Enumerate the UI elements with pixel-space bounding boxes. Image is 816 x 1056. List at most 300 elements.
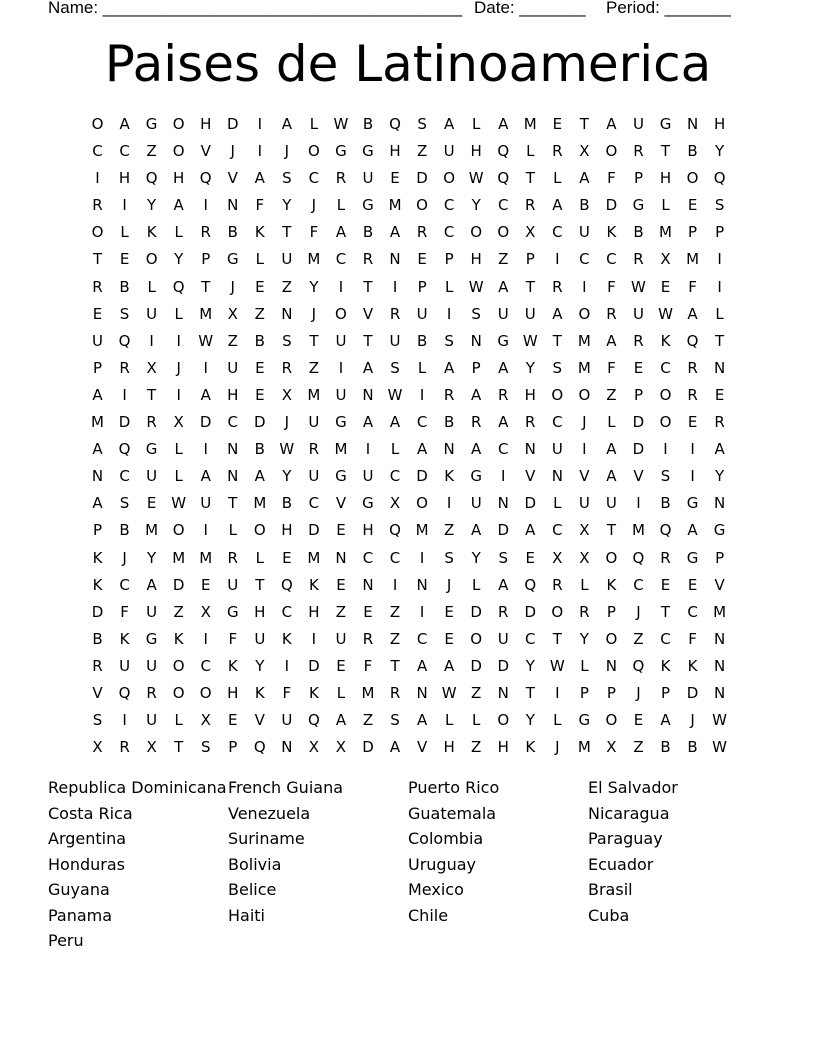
grid-letter: U bbox=[416, 304, 428, 323]
grid-letter: F bbox=[282, 683, 292, 702]
grid-letter: C bbox=[525, 629, 536, 648]
word-list-item: Belice bbox=[228, 880, 277, 899]
grid-letter: C bbox=[579, 250, 590, 269]
grid-letter: R bbox=[633, 250, 644, 269]
grid-letter: Q bbox=[659, 521, 672, 540]
grid-letter: R bbox=[498, 602, 509, 621]
grid-letter: F bbox=[607, 169, 616, 188]
grid-letter: L bbox=[553, 169, 562, 188]
grid-letter: I bbox=[176, 331, 181, 350]
grid-letter: F bbox=[688, 629, 697, 648]
grid-letter: H bbox=[659, 169, 672, 188]
grid-row bbox=[84, 466, 734, 493]
grid-letter: U bbox=[578, 494, 590, 513]
grid-letter: J bbox=[636, 602, 641, 621]
grid-letter: H bbox=[470, 250, 482, 269]
grid-letter: P bbox=[471, 358, 481, 377]
grid-letter: J bbox=[582, 413, 587, 432]
grid-letter: M bbox=[361, 683, 375, 702]
grid-letter: O bbox=[686, 169, 699, 188]
grid-letter: V bbox=[525, 467, 536, 486]
grid-letter: O bbox=[605, 548, 618, 567]
grid-letter: C bbox=[389, 548, 401, 567]
grid-letter: B bbox=[254, 440, 265, 459]
grid-letter: Y bbox=[471, 196, 481, 215]
word-list-item: Suriname bbox=[228, 829, 305, 848]
grid-letter: Y bbox=[309, 277, 319, 296]
grid-letter: L bbox=[553, 711, 562, 730]
grid-letter: N bbox=[713, 629, 726, 648]
grid-letter: T bbox=[660, 602, 671, 621]
grid-letter: I bbox=[203, 196, 208, 215]
grid-letter: R bbox=[335, 169, 347, 188]
grid-letter: H bbox=[200, 115, 212, 133]
grid-letter: C bbox=[281, 602, 293, 621]
grid-row bbox=[84, 575, 734, 602]
grid-letter: R bbox=[200, 223, 211, 242]
grid-letter: H bbox=[118, 169, 131, 188]
grid-letter: Y bbox=[147, 548, 157, 567]
grid-letter: O bbox=[659, 413, 672, 432]
grid-row bbox=[84, 358, 734, 385]
grid-letter: U bbox=[281, 711, 293, 730]
page-title: Paises de Latinoamerica bbox=[104, 35, 712, 93]
grid-letter: E bbox=[336, 521, 346, 540]
grid-letter: O bbox=[578, 385, 591, 404]
grid-letter: S bbox=[417, 115, 427, 133]
grid-letter: M bbox=[577, 738, 591, 757]
grid-letter: K bbox=[227, 656, 238, 675]
grid-letter: A bbox=[92, 385, 103, 404]
grid-letter: L bbox=[661, 196, 670, 215]
grid-letter: L bbox=[174, 304, 183, 323]
grid-letter: N bbox=[686, 115, 699, 133]
grid-letter: G bbox=[226, 250, 239, 269]
grid-letter: N bbox=[389, 250, 401, 269]
grid-letter: X bbox=[389, 494, 401, 513]
grid-letter: R bbox=[389, 304, 401, 323]
grid-letter: X bbox=[552, 548, 563, 567]
grid-letter: T bbox=[606, 521, 616, 540]
grid-letter: J bbox=[311, 196, 317, 215]
grid-row bbox=[84, 331, 734, 358]
grid-letter: U bbox=[578, 223, 590, 242]
grid-letter: Q bbox=[497, 142, 510, 161]
grid-letter: Z bbox=[362, 711, 374, 730]
grid-letter: R bbox=[362, 250, 374, 269]
grid-letter: Y bbox=[174, 250, 184, 269]
grid-letter: I bbox=[446, 494, 452, 513]
word-list-item: Nicaragua bbox=[588, 803, 670, 823]
grid-letter: O bbox=[416, 196, 428, 215]
grid-letter: A bbox=[606, 467, 617, 486]
grid-letter: M bbox=[659, 223, 672, 242]
grid-letter: R bbox=[633, 142, 644, 161]
grid-letter: C bbox=[497, 440, 509, 459]
grid-letter: W bbox=[712, 711, 728, 730]
grid-letter: C bbox=[552, 521, 563, 540]
grid-letter: T bbox=[363, 277, 373, 296]
grid-letter: G bbox=[145, 440, 158, 459]
grid-letter: S bbox=[660, 467, 671, 486]
grid-letter: E bbox=[146, 494, 157, 513]
grid-letter: O bbox=[605, 711, 618, 730]
grid-letter: K bbox=[308, 683, 319, 702]
grid-letter: O bbox=[497, 711, 510, 730]
grid-row bbox=[84, 493, 734, 520]
grid-letter: L bbox=[147, 277, 156, 296]
grid-letter: N bbox=[605, 656, 618, 675]
grid-letter: X bbox=[200, 711, 211, 730]
grid-letter: X bbox=[92, 738, 103, 757]
grid-letter: I bbox=[203, 629, 208, 648]
grid-letter: D bbox=[362, 738, 374, 757]
grid-letter: Z bbox=[389, 602, 401, 621]
grid-letter: O bbox=[335, 304, 347, 323]
grid-letter: U bbox=[308, 413, 320, 432]
grid-letter: B bbox=[254, 331, 265, 350]
grid-letter: K bbox=[660, 656, 671, 675]
grid-letter: G bbox=[497, 331, 510, 350]
grid-letter: F bbox=[607, 277, 616, 296]
grid-letter: I bbox=[365, 440, 371, 459]
grid-letter: A bbox=[714, 440, 725, 459]
grid-row bbox=[84, 168, 734, 195]
grid-letter: U bbox=[227, 575, 239, 594]
grid-letter: C bbox=[227, 413, 238, 432]
grid-letter: R bbox=[552, 142, 563, 161]
grid-letter: O bbox=[578, 304, 591, 323]
grid-letter: W bbox=[387, 385, 403, 404]
grid-letter: M bbox=[307, 548, 321, 567]
grid-letter: I bbox=[203, 358, 208, 377]
grid-letter: Q bbox=[389, 521, 401, 540]
grid-letter: Y bbox=[282, 196, 292, 215]
grid-letter: L bbox=[472, 575, 481, 594]
grid-row bbox=[84, 737, 734, 764]
grid-letter: H bbox=[713, 115, 726, 133]
grid-letter: I bbox=[122, 711, 127, 730]
grid-letter: C bbox=[119, 142, 130, 161]
grid-letter: U bbox=[200, 494, 212, 513]
grid-letter: K bbox=[146, 223, 157, 242]
word-list-item: Cuba bbox=[588, 905, 630, 925]
grid-letter: Q bbox=[253, 738, 266, 757]
grid-letter: Y bbox=[471, 548, 481, 567]
grid-row bbox=[84, 520, 734, 547]
grid-letter: K bbox=[92, 575, 103, 594]
grid-letter: C bbox=[389, 467, 401, 486]
grid-letter: A bbox=[416, 711, 428, 730]
grid-letter: O bbox=[199, 683, 212, 702]
grid-letter: G bbox=[578, 711, 591, 730]
grid-letter: A bbox=[525, 521, 536, 540]
grid-letter: A bbox=[687, 521, 698, 540]
grid-letter: W bbox=[198, 331, 214, 350]
grid-letter: B bbox=[687, 738, 698, 757]
grid-letter: N bbox=[416, 683, 428, 702]
grid-row bbox=[84, 277, 734, 304]
grid-letter: D bbox=[308, 656, 320, 675]
grid-letter: G bbox=[362, 142, 374, 161]
grid-letter: Z bbox=[606, 385, 617, 404]
grid-letter: E bbox=[687, 196, 698, 215]
grid-letter: Q bbox=[632, 548, 645, 567]
grid-letter: R bbox=[714, 413, 725, 432]
grid-letter: R bbox=[389, 683, 401, 702]
grid-letter: T bbox=[660, 142, 671, 161]
grid-letter: A bbox=[687, 304, 698, 323]
grid-letter: A bbox=[362, 358, 374, 377]
grid-letter: A bbox=[444, 358, 455, 377]
word-list-item: Honduras bbox=[48, 854, 125, 874]
grid-letter: N bbox=[91, 467, 104, 486]
grid-letter: E bbox=[444, 629, 454, 648]
grid-letter: M bbox=[415, 521, 429, 540]
grid-letter: P bbox=[93, 358, 103, 377]
grid-letter: C bbox=[92, 142, 103, 161]
grid-letter: U bbox=[551, 440, 563, 459]
grid-letter: S bbox=[200, 738, 211, 757]
grid-letter: G bbox=[226, 602, 239, 621]
grid-letter: R bbox=[146, 683, 157, 702]
grid-letter: Q bbox=[280, 575, 293, 594]
grid-letter: N bbox=[713, 494, 726, 513]
grid-letter: P bbox=[606, 602, 616, 621]
grid-letter: Z bbox=[389, 629, 401, 648]
grid-letter: K bbox=[254, 683, 265, 702]
grid-letter: C bbox=[660, 629, 671, 648]
grid-letter: T bbox=[255, 575, 265, 594]
grid-letter: E bbox=[255, 358, 265, 377]
grid-row bbox=[84, 548, 734, 575]
grid-letter: Y bbox=[715, 467, 725, 486]
grid-letter: R bbox=[498, 385, 509, 404]
grid-letter: I bbox=[149, 331, 154, 350]
grid-letter: L bbox=[580, 575, 589, 594]
grid-letter: A bbox=[498, 575, 509, 594]
grid-letter: T bbox=[201, 277, 211, 296]
grid-letter: N bbox=[551, 467, 563, 486]
grid-letter: B bbox=[281, 494, 292, 513]
grid-letter: A bbox=[335, 223, 347, 242]
grid-letter: C bbox=[443, 223, 455, 242]
grid-letter: G bbox=[686, 494, 699, 513]
grid-letter: T bbox=[525, 683, 535, 702]
grid-letter: S bbox=[282, 331, 292, 350]
grid-letter: U bbox=[632, 115, 644, 133]
grid-letter: I bbox=[257, 142, 263, 161]
grid-letter: K bbox=[525, 738, 536, 757]
grid-letter: A bbox=[444, 656, 455, 675]
grid-letter: M bbox=[91, 413, 104, 432]
grid-letter: A bbox=[498, 413, 509, 432]
grid-row bbox=[84, 439, 734, 466]
grid-letter: U bbox=[254, 629, 266, 648]
grid-letter: Q bbox=[172, 277, 185, 296]
grid-letter: J bbox=[230, 277, 235, 296]
grid-letter: B bbox=[660, 738, 671, 757]
grid-letter: I bbox=[284, 656, 290, 675]
grid-letter: D bbox=[172, 575, 185, 594]
grid-letter: M bbox=[145, 521, 159, 540]
word-list-item: Argentina bbox=[48, 829, 127, 848]
grid-letter: A bbox=[498, 277, 509, 296]
grid-letter: M bbox=[388, 196, 402, 215]
grid-letter: W bbox=[712, 738, 728, 757]
grid-letter: M bbox=[253, 494, 267, 513]
grid-letter: C bbox=[687, 602, 698, 621]
grid-letter: C bbox=[119, 467, 130, 486]
header bbox=[48, 0, 748, 20]
grid-letter: F bbox=[688, 277, 697, 296]
grid-letter: X bbox=[606, 738, 617, 757]
grid-letter: A bbox=[335, 711, 347, 730]
grid-letter: O bbox=[605, 142, 618, 161]
grid-letter: N bbox=[713, 656, 726, 675]
grid-letter: Z bbox=[498, 250, 509, 269]
grid-letter: H bbox=[443, 738, 455, 757]
grid-row bbox=[84, 412, 734, 439]
grid-letter: E bbox=[714, 385, 725, 404]
grid-letter: R bbox=[281, 358, 293, 377]
grid-letter: H bbox=[281, 521, 293, 540]
grid-letter: L bbox=[174, 223, 183, 242]
grid-letter: N bbox=[362, 575, 374, 594]
grid-letter: X bbox=[146, 738, 157, 757]
grid-letter: A bbox=[606, 115, 617, 133]
grid-letter: G bbox=[659, 115, 672, 133]
grid-letter: Y bbox=[715, 142, 725, 161]
grid-letter: U bbox=[470, 494, 482, 513]
word-list-item: Panama bbox=[48, 905, 113, 925]
grid-letter: A bbox=[498, 358, 509, 377]
grid-letter: L bbox=[309, 115, 319, 133]
grid-letter: E bbox=[687, 575, 698, 594]
grid-letter: J bbox=[284, 142, 290, 161]
grid-letter: L bbox=[336, 196, 346, 215]
grid-letter: R bbox=[92, 196, 103, 215]
grid-letter: Z bbox=[416, 142, 428, 161]
grid-letter: E bbox=[660, 277, 671, 296]
grid-letter: J bbox=[311, 304, 317, 323]
grid-letter: I bbox=[122, 385, 127, 404]
grid-letter: I bbox=[446, 304, 452, 323]
grid-letter: D bbox=[497, 656, 509, 675]
grid-letter: R bbox=[362, 629, 374, 648]
grid-letter: L bbox=[174, 440, 183, 459]
grid-letter: C bbox=[119, 575, 130, 594]
grid-letter: X bbox=[227, 304, 238, 323]
grid-letter: A bbox=[606, 440, 617, 459]
grid-letter: T bbox=[282, 223, 292, 242]
grid-letter: D bbox=[254, 413, 266, 432]
grid-letter: J bbox=[230, 142, 235, 161]
grid-letter: B bbox=[443, 413, 455, 432]
grid-letter: Z bbox=[146, 142, 157, 161]
grid-letter: I bbox=[501, 467, 506, 486]
grid-letter: M bbox=[199, 548, 213, 567]
grid-letter: C bbox=[200, 656, 211, 675]
grid-letter: W bbox=[171, 494, 187, 513]
grid-letter: P bbox=[228, 738, 238, 757]
grid-letter: U bbox=[524, 304, 536, 323]
grid-letter: E bbox=[255, 277, 265, 296]
grid-letter: Y bbox=[525, 711, 535, 730]
grid-letter: B bbox=[227, 223, 238, 242]
grid-letter: A bbox=[471, 385, 482, 404]
word-list-item: Puerto Rico bbox=[408, 778, 500, 797]
grid-letter: C bbox=[308, 494, 320, 513]
word-list-item: Colombia bbox=[408, 829, 484, 848]
grid-letter: L bbox=[444, 711, 454, 730]
grid-letter: C bbox=[308, 169, 320, 188]
grid-letter: B bbox=[119, 277, 130, 296]
grid-letter: B bbox=[92, 629, 103, 648]
grid-letter: K bbox=[92, 548, 103, 567]
grid-row bbox=[84, 710, 734, 737]
grid-letter: Z bbox=[281, 277, 292, 296]
grid-letter: Q bbox=[389, 115, 401, 133]
word-list-item: Costa Rica bbox=[48, 803, 133, 823]
grid-letter: E bbox=[336, 575, 346, 594]
grid-letter: I bbox=[203, 521, 208, 540]
grid-letter: L bbox=[607, 413, 616, 432]
grid-letter: R bbox=[525, 413, 536, 432]
grid-letter: K bbox=[660, 331, 671, 350]
grid-letter: E bbox=[552, 115, 563, 133]
grid-letter: I bbox=[717, 250, 722, 269]
grid-letter: M bbox=[631, 521, 645, 540]
grid-letter: A bbox=[362, 413, 374, 432]
grid-letter: R bbox=[92, 656, 103, 675]
grid-letter: A bbox=[552, 304, 563, 323]
grid-letter: Q bbox=[497, 169, 510, 188]
grid-letter: O bbox=[253, 521, 266, 540]
grid-letter: L bbox=[174, 467, 183, 486]
word-list-item: Uruguay bbox=[408, 854, 476, 874]
grid-letter: K bbox=[308, 575, 319, 594]
grid-letter: P bbox=[525, 250, 535, 269]
grid-letter: W bbox=[549, 656, 565, 675]
grid-letter: J bbox=[122, 548, 127, 567]
grid-letter: S bbox=[92, 711, 103, 730]
grid-letter: D bbox=[226, 115, 239, 133]
grid-letter: U bbox=[335, 385, 347, 404]
grid-letter: R bbox=[119, 358, 130, 377]
grid-letter: R bbox=[308, 440, 320, 459]
grid-letter: A bbox=[200, 385, 211, 404]
grid-row bbox=[84, 385, 734, 412]
grid-letter: I bbox=[176, 385, 181, 404]
grid-letter: U bbox=[281, 250, 293, 269]
grid-letter: R bbox=[416, 223, 428, 242]
grid-letter: R bbox=[146, 413, 157, 432]
grid-letter: I bbox=[122, 196, 127, 215]
grid-letter: I bbox=[419, 548, 425, 567]
grid-letter: I bbox=[555, 250, 560, 269]
grid-letter: M bbox=[577, 358, 591, 377]
grid-letter: P bbox=[633, 169, 643, 188]
name-label: Name: ______________________________________ bbox=[48, 0, 463, 17]
grid-letter: G bbox=[362, 494, 374, 513]
grid-letter: R bbox=[552, 277, 563, 296]
grid-letter: U bbox=[362, 169, 374, 188]
grid-letter: S bbox=[498, 548, 508, 567]
grid-letter: A bbox=[416, 440, 428, 459]
grid-letter: O bbox=[470, 629, 483, 648]
grid-letter: P bbox=[688, 223, 698, 242]
